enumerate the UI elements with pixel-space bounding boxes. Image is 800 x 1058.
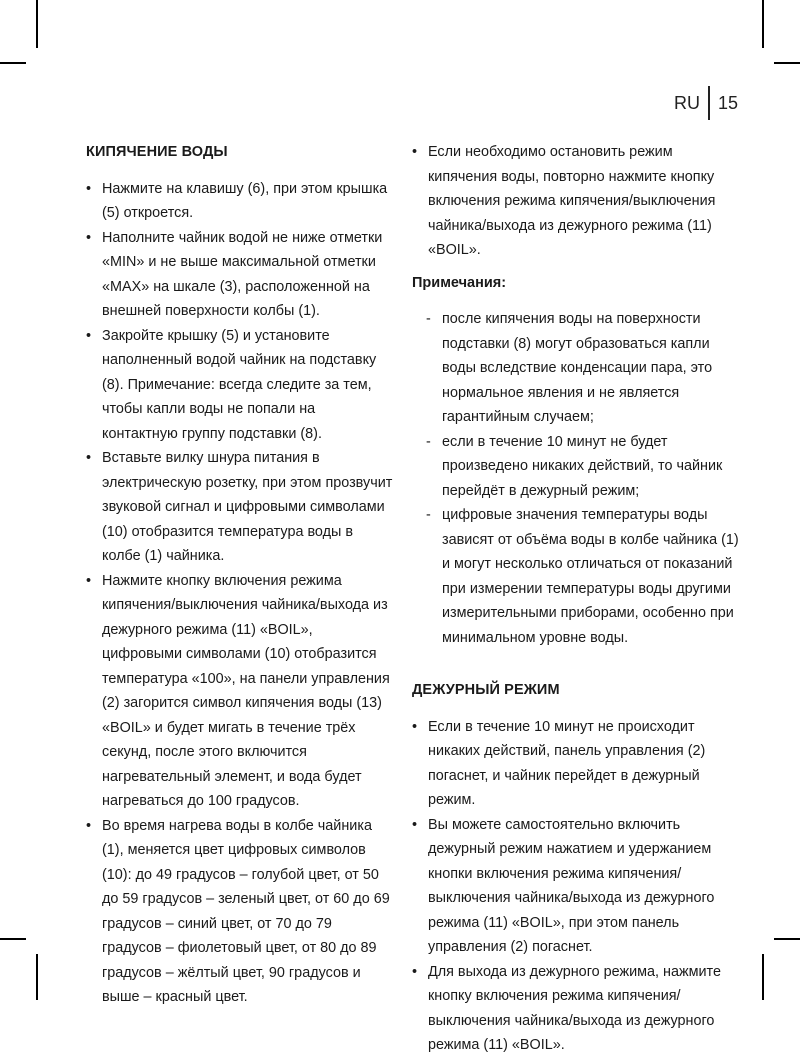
crop-mark [774, 938, 800, 940]
note-item: - если в течение 10 минут не будет произведено никаких действий, то чайник перейдёт в дежурный режим; [426, 430, 742, 504]
language-code: RU [673, 92, 700, 113]
left-column [86, 140, 394, 1010]
list-item: • Нажмите на клавишу (6), при этом крышка (5) откроется. [86, 177, 394, 226]
list-item: • Для выхода из дежурного режима, нажмите кнопку включения режима кипячения/выключения чайника/выхода из дежурного режима (11) «BOIL». [412, 960, 742, 1058]
list-item: • Вставьте вилку шнура питания в электрическую розетку, при этом прозвучит звуковой сигнал и цифровыми символами (10) отобразится температура воды в колбе (1) чайника. [86, 446, 394, 569]
section-heading-standby: ДЕЖУРНЫЙ РЕЖИМ [412, 682, 560, 698]
crop-mark [0, 62, 26, 64]
section-heading-boiling: КИПЯЧЕНИЕ ВОДЫ [86, 144, 228, 160]
standby-list [412, 715, 742, 1058]
crop-mark [774, 62, 800, 64]
right-column [412, 140, 742, 1058]
list-item: • Если в течение 10 минут не происходит никаких действий, панель управления (2) погаснет, и чайник перейдет в дежурный режим. [412, 715, 742, 813]
page-header [674, 86, 738, 120]
crop-mark [36, 0, 38, 48]
boiling-steps-list [86, 177, 394, 1010]
header-divider [708, 86, 710, 120]
boiling-steps-continued-list [412, 140, 742, 263]
notes-heading: Примечания: [412, 274, 507, 291]
page-number: 15 [717, 92, 738, 113]
list-item: • Если необходимо остановить режим кипячения воды, повторно нажмите кнопку включения режима кипячения/выключения чайника/выхода из дежурного режима (11) «BOIL». [412, 140, 742, 263]
list-item: • Закройте крышку (5) и установите наполненный водой чайник на подставку (8). Примечание: всегда следите за тем, чтобы капли воды не попали на контактную группу подставки (8). [86, 324, 394, 447]
crop-mark [36, 954, 38, 1000]
crop-mark [762, 954, 764, 1000]
list-item: • Вы можете самостоятельно включить дежурный режим нажатием и удержанием кнопки включения режима кипячения/выключения чайника/выхода из дежурного режима (11) «BOIL», при этом панель управления (2) погаснет. [412, 813, 742, 960]
notes-list [412, 307, 742, 650]
note-item: - цифровые значения температуры воды зависят от объёма воды в колбе чайника (1) и могут несколько отличаться от показаний при измерении температуры воды другими измерительными приборами, особенно при минимальном уровне воды. [426, 503, 742, 650]
crop-mark [0, 938, 26, 940]
note-item: - после кипячения воды на поверхности подставки (8) могут образоваться капли воды вследствие конденсации пара, это нормальное явления и не является гарантийным случаем; [426, 307, 742, 430]
list-item: • Во время нагрева воды в колбе чайника (1), меняется цвет цифровых символов (10): до 49 градусов – голубой цвет, от 50 до 59 градусов – зеленый цвет, от 60 до 69 градусов – синий цвет, от 70 до 79 градусов – фиолетовый цвет, от 80 до 89 градусов – жёлтый цвет, 90 градусов и выше – красный цвет. [86, 814, 394, 1010]
crop-mark [762, 0, 764, 48]
list-item: • Нажмите кнопку включения режима кипячения/выключения чайника/выхода из дежурного режима (11) «BOIL», цифровыми символами (10) отобразится температура «100», на панели управления (2) загорится символ кипячения воды (13) «BOIL» и будет мигать в течение трёх секунд, после этого включится нагревательный элемент, и вода будет нагреваться до 100 градусов. [86, 569, 394, 814]
list-item: • Наполните чайник водой не ниже отметки «MIN» и не выше максимальной отметки «MAX» на шкале (3), расположенной на внешней поверхности колбы (1). [86, 226, 394, 324]
